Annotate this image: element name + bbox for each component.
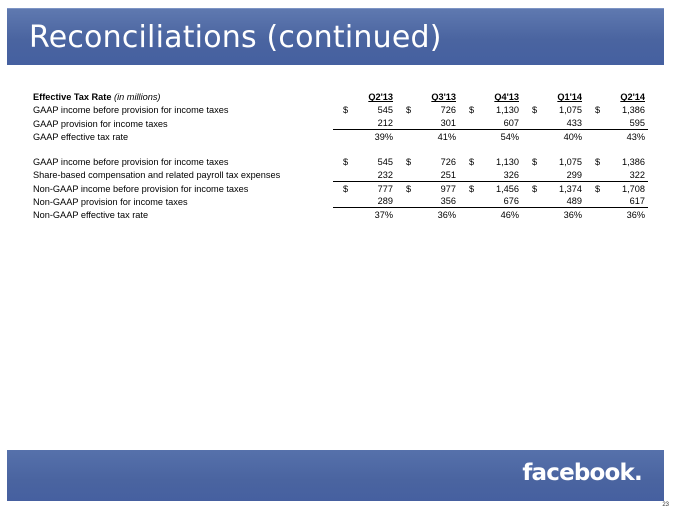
spacer-cell — [33, 143, 648, 156]
table-row — [33, 130, 648, 143]
cell-value: 232 — [359, 168, 396, 181]
slide-title: Reconciliations (continued) — [29, 20, 442, 55]
currency-symbol — [459, 208, 485, 221]
currency-symbol: $ — [343, 183, 349, 194]
currency-symbol — [396, 168, 422, 181]
quarter-header: Q2'13 — [368, 92, 393, 103]
cell-value: 46% — [500, 209, 519, 220]
table-header-label — [33, 91, 333, 104]
cell-value: 545 — [377, 105, 393, 116]
currency-symbol: $ — [532, 157, 538, 168]
cell-value: 1,456 — [496, 183, 519, 194]
cell-value: 322 — [611, 168, 648, 181]
currency-symbol: $ — [469, 157, 475, 168]
currency-symbol — [333, 168, 359, 181]
cell-value: 1,386 — [622, 105, 645, 116]
currency-symbol — [333, 116, 359, 129]
footer-bar — [7, 450, 664, 501]
cell-value: 1,075 — [559, 157, 582, 168]
row-label: Non-GAAP income before provision for income taxes — [33, 183, 249, 194]
cell-value: 1,130 — [496, 105, 519, 116]
currency-symbol: $ — [406, 157, 412, 168]
header-unit: (in millions) — [114, 92, 161, 103]
currency-symbol — [396, 116, 422, 129]
table-header-row — [33, 91, 648, 104]
cell-value: 607 — [485, 116, 522, 129]
currency-symbol: $ — [595, 157, 601, 168]
currency-symbol: $ — [343, 105, 349, 116]
cell-value: 39% — [374, 131, 393, 142]
cell-value: 777 — [377, 183, 393, 194]
cell-value: 251 — [422, 168, 459, 181]
currency-symbol — [585, 168, 611, 181]
section-spacer — [33, 143, 648, 156]
currency-symbol: $ — [595, 183, 601, 194]
currency-symbol: $ — [532, 183, 538, 194]
cell-value: 726 — [440, 157, 456, 168]
currency-symbol — [522, 116, 548, 129]
quarter-header: Q1'14 — [557, 92, 582, 103]
currency-symbol — [459, 116, 485, 129]
currency-symbol: $ — [469, 183, 475, 194]
currency-symbol — [585, 195, 611, 208]
row-label: Non-GAAP effective tax rate — [33, 209, 149, 220]
currency-symbol — [459, 130, 485, 143]
cell-value: 36% — [626, 209, 645, 220]
tax-rate-table — [33, 91, 648, 221]
table-row — [33, 208, 648, 221]
facebook-logo: facebook. — [522, 460, 642, 486]
currency-symbol — [396, 130, 422, 143]
currency-symbol — [585, 116, 611, 129]
currency-symbol — [333, 195, 359, 208]
cell-value: 1,708 — [622, 183, 645, 194]
table-row — [33, 104, 648, 117]
cell-value: 43% — [626, 131, 645, 142]
cell-value: 676 — [485, 195, 522, 208]
table-row — [33, 195, 648, 208]
currency-symbol — [333, 208, 359, 221]
currency-symbol — [585, 208, 611, 221]
currency-symbol — [522, 130, 548, 143]
currency-symbol: $ — [469, 105, 475, 116]
currency-symbol — [333, 130, 359, 143]
quarter-header: Q3'13 — [431, 92, 456, 103]
currency-symbol: $ — [406, 105, 412, 116]
quarter-header: Q4'13 — [494, 92, 519, 103]
currency-symbol: $ — [343, 157, 349, 168]
header-label: Effective Tax Rate — [33, 92, 112, 103]
currency-symbol: $ — [406, 183, 412, 194]
table-row — [33, 116, 648, 129]
header-bar — [7, 8, 664, 65]
cell-value: 1,075 — [559, 105, 582, 116]
cell-value: 356 — [422, 195, 459, 208]
currency-symbol: $ — [595, 105, 601, 116]
currency-symbol — [459, 195, 485, 208]
cell-value: 299 — [548, 168, 585, 181]
cell-value: 36% — [563, 209, 582, 220]
currency-symbol — [522, 208, 548, 221]
cell-value: 977 — [440, 183, 456, 194]
table-row — [33, 181, 648, 194]
cell-value: 289 — [359, 195, 396, 208]
table-row — [33, 168, 648, 181]
cell-value: 36% — [437, 209, 456, 220]
row-label: GAAP income before provision for income taxes — [33, 105, 229, 116]
cell-value: 212 — [359, 116, 396, 129]
cell-value: 301 — [422, 116, 459, 129]
cell-value: 1,374 — [559, 183, 582, 194]
currency-symbol — [522, 168, 548, 181]
table-row — [33, 155, 648, 168]
row-label: Share-based compensation and related payroll tax expenses — [33, 170, 281, 181]
cell-value: 545 — [377, 157, 393, 168]
cell-value: 433 — [548, 116, 585, 129]
currency-symbol — [396, 208, 422, 221]
page-number: 23 — [662, 502, 669, 508]
cell-value: 1,130 — [496, 157, 519, 168]
cell-value: 617 — [611, 195, 648, 208]
currency-symbol — [522, 195, 548, 208]
cell-value: 41% — [437, 131, 456, 142]
currency-symbol — [396, 195, 422, 208]
currency-symbol — [459, 168, 485, 181]
row-label: GAAP income before provision for income taxes — [33, 157, 229, 168]
cell-value: 40% — [563, 131, 582, 142]
row-label: GAAP provision for income taxes — [33, 118, 168, 129]
currency-symbol: $ — [532, 105, 538, 116]
cell-value: 326 — [485, 168, 522, 181]
cell-value: 726 — [440, 105, 456, 116]
cell-value: 489 — [548, 195, 585, 208]
currency-symbol — [585, 130, 611, 143]
cell-value: 54% — [500, 131, 519, 142]
quarter-header: Q2'14 — [620, 92, 645, 103]
row-label: GAAP effective tax rate — [33, 131, 129, 142]
cell-value: 595 — [611, 116, 648, 129]
cell-value: 1,386 — [622, 157, 645, 168]
row-label: Non-GAAP provision for income taxes — [33, 196, 188, 207]
cell-value: 37% — [374, 209, 393, 220]
